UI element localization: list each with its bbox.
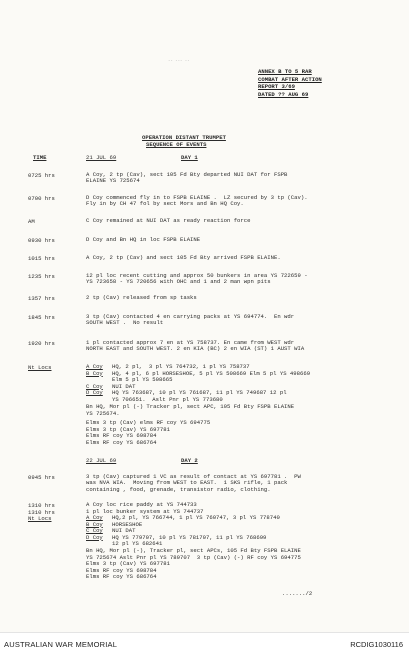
operation-title: OPERATION DISTANT TRUMPET bbox=[142, 134, 226, 141]
unit-location: HQ, 2 pl, 3 pl YS 764732, 1 pl YS 758737 bbox=[112, 363, 250, 370]
location-line: Elms RF coy YS 686764 bbox=[86, 573, 157, 580]
location-line: Elms 3 tp (Cav) elms RF coy YS 694775 bbox=[86, 419, 211, 426]
location-line: Elms RF coy YS 698784 bbox=[86, 432, 157, 439]
entry-time: 0725 hrs bbox=[28, 172, 55, 179]
unit-location: YS 706651. Aslt Pnr pl YS 773680 bbox=[112, 395, 223, 403]
entry-time: 1845 hrs bbox=[28, 314, 55, 321]
entry-time: 0700 hrs bbox=[28, 195, 55, 202]
sequence-title: SEQUENCE OF EVENTS bbox=[146, 141, 207, 148]
entry-time: 1310 hrs bbox=[28, 502, 55, 509]
location-line: Elms RF coy YS 686764 bbox=[86, 438, 157, 446]
night-locations-label: Nt Locs bbox=[28, 515, 52, 522]
entry-text: 3 tp (Cav) contacted 4 en carrying packs at YS 694774. En wdr SOUTH WEST . No result bbox=[86, 313, 295, 327]
entry-text: A Coy, 2 tp (Cav), sect 105 Fd Bty departed NUI DAT for FSPB ELAINE YS 725674 bbox=[86, 171, 288, 185]
unit-label: B Coy bbox=[86, 369, 103, 377]
unit-location: HQ YS 763687, 10 pl YS 761687, 11 pl YS 749687 12 pl bbox=[112, 389, 287, 396]
location-line: Elms 3 tp (Cav) YS 697781 bbox=[86, 425, 170, 433]
page-continuation: ......./2 bbox=[282, 590, 313, 597]
unit-location: HQ, 4 pl, 6 pl HORSESHOE, 5 pl YS 508669 Elm 5 pl YS 498669 bbox=[112, 369, 311, 377]
entry-text: D Coy commenced fly in to FSPB ELAINE . LZ secured by 3 tp (Cav). Fly in by CH 47 fol by sect Mors and Bn HQ Coy. bbox=[86, 194, 308, 208]
entry-time: 0945 hrs bbox=[28, 474, 55, 481]
entry-time: 1310 hrs bbox=[28, 508, 55, 516]
entry-time: AM bbox=[28, 218, 35, 225]
time-column-header: TIME bbox=[33, 154, 47, 161]
night-locations-label: Nt Locs bbox=[28, 364, 52, 371]
unit-location: Elm 5 pl YS 508665 bbox=[112, 376, 173, 383]
unit-label: B Coy bbox=[86, 520, 103, 528]
archive-name: AUSTRALIAN WAR MEMORIAL bbox=[4, 640, 118, 649]
unit-label: C Coy bbox=[86, 527, 103, 534]
date-heading-day1: 21 JUL 69 bbox=[86, 154, 117, 161]
unit-location: NUI DAT bbox=[112, 527, 136, 534]
unit-location: NUI DAT bbox=[112, 382, 136, 390]
unit-label: A Coy bbox=[86, 363, 103, 370]
date-heading-day2: 22 JUL 69 bbox=[86, 457, 117, 464]
entry-text: A Coy loc rice paddy at YS 744733 bbox=[86, 501, 197, 508]
unit-label: D Coy bbox=[86, 389, 103, 396]
location-line: YS 725674 Aslt Pnr pl YS 789707 3 tp (Cav) (-) RF coy YS 694775 bbox=[86, 553, 301, 561]
entry-time: 1357 hrs bbox=[28, 295, 55, 302]
archive-footer bbox=[0, 632, 409, 654]
location-line: Elms 3 tp (Cav) YS 697781 bbox=[86, 560, 170, 567]
faint-stamp-mark: -- --- -- bbox=[168, 59, 190, 63]
entry-text: 1 pl loc bunker system at YS 744737 bbox=[86, 507, 204, 515]
entry-text: D Coy and Bn HQ in loc FSPB ELAINE bbox=[86, 236, 201, 243]
day-heading-2: DAY 2 bbox=[181, 457, 198, 464]
unit-label: A Coy bbox=[86, 514, 103, 521]
entry-time: 1235 hrs bbox=[28, 273, 55, 280]
annex-reference-block bbox=[258, 68, 322, 98]
entry-text: C Coy remained at NUI DAT as ready reaction force bbox=[86, 217, 251, 224]
entry-time: 1920 hrs bbox=[28, 340, 55, 347]
location-line: Elms RF coy YS 698784 bbox=[86, 566, 157, 574]
unit-location: HQ YS 779707, 10 pl YS 781707, 11 pl YS 768699 bbox=[112, 533, 267, 541]
day-heading-1: DAY 1 bbox=[181, 154, 198, 161]
annex-line: REPORT 3/69 bbox=[258, 83, 295, 90]
entry-text: 3 tp (Cav) captured 1 VC as result of contact at YS 697781 . PW was NVA WIA. Moving from WEST to EAST. 1 SKS rifle, 1 pack containing , food, grenade, transistor radio, clothing. bbox=[86, 473, 301, 493]
unit-label: D Coy bbox=[86, 533, 103, 541]
unit-location: HQ,2 pl, YS 766744, 1 pl YS 760747, 3 pl YS 778740 bbox=[112, 514, 280, 521]
annex-line: DATED ?? AUG 69 bbox=[258, 90, 309, 98]
entry-time: 1015 hrs bbox=[28, 255, 55, 262]
location-line: Bn HQ, Mor pl (-) Tracker pl, sect APC, 105 Fd Bty FSPB ELAINE bbox=[86, 403, 295, 410]
unit-location: HORSESHOE bbox=[112, 520, 143, 528]
entry-text: A Coy, 2 tp (Cav) and sect 105 Fd Bty arrived FSPB ELAINE. bbox=[86, 254, 281, 261]
entry-text: 2 tp (Cav) released from sp tasks bbox=[86, 294, 197, 301]
entry-time: 0930 hrs bbox=[28, 237, 55, 244]
entry-text: 1 pl contacted approx 7 en at YS 758737. En came from WEST wdr NORTH EAST and SOUTH WEST. 2 en KIA (BC) 2 en WIA (ST) 1 AUST WIA bbox=[86, 339, 305, 353]
location-line: Bn HQ, Mor pl (-), Tracker pl, sect APCs, 105 Fd Bty FSPB ELAINE bbox=[86, 547, 301, 554]
unit-label: C Coy bbox=[86, 382, 103, 390]
unit-location: 12 pl YS 682641 bbox=[112, 540, 163, 547]
annex-line: COMBAT AFTER ACTION bbox=[258, 75, 322, 83]
location-line: YS 725674. bbox=[86, 409, 120, 417]
entry-text: 12 pl loc recent cutting and approx 50 bunkers in area YS 722659 - YS 723658 - YS 720656 with OHC and 1 and 2 man wpn pits bbox=[86, 272, 308, 286]
annex-line: ANNEX B TO 5 RAR bbox=[258, 68, 312, 75]
archive-reference-id: RCDIG1030116 bbox=[350, 640, 403, 649]
